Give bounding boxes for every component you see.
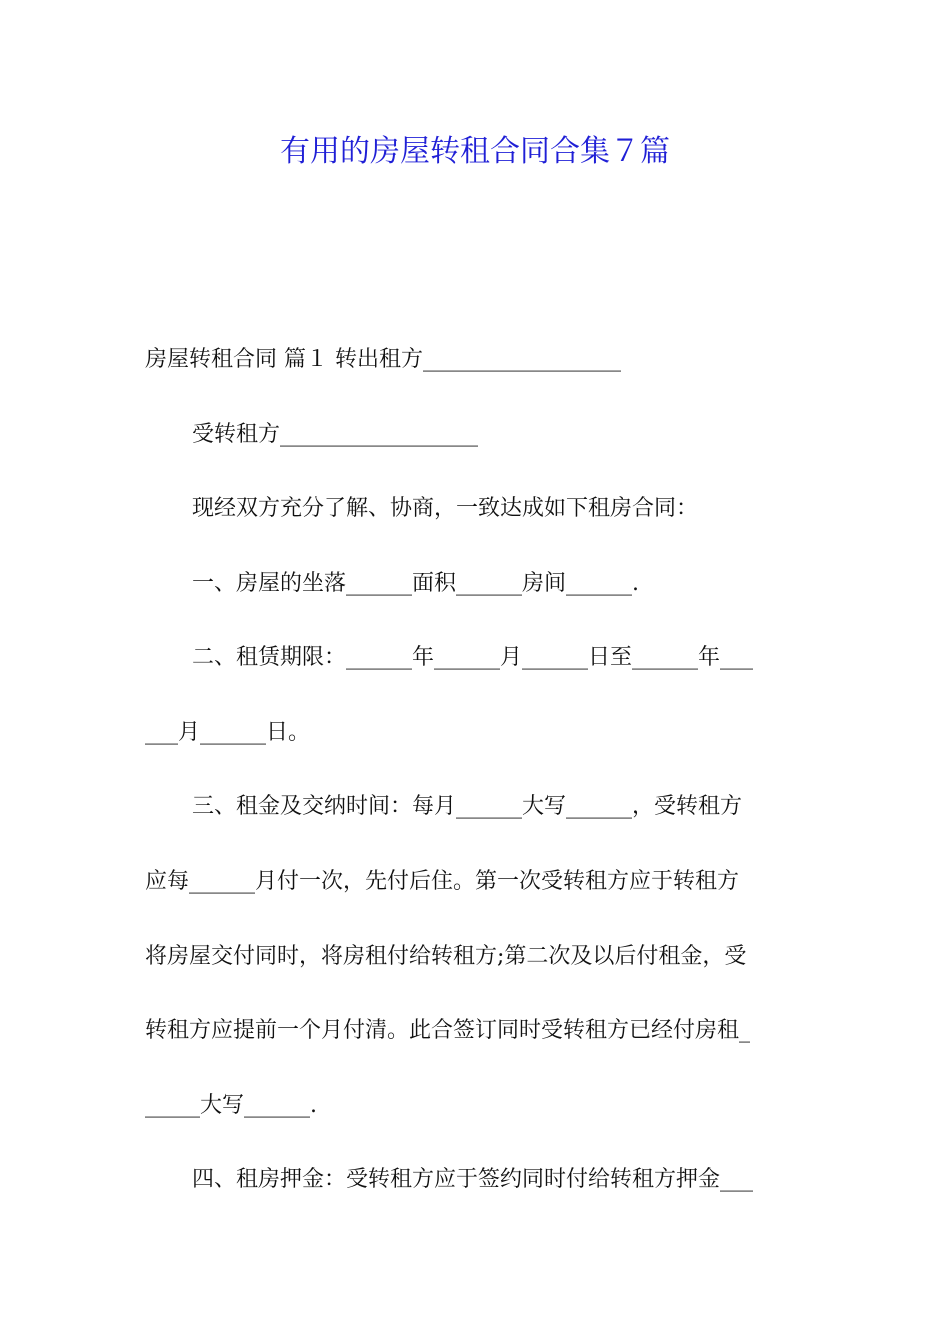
subtenant-line: 受转租方__________________ bbox=[192, 422, 479, 447]
clause-2-term-cont: ___月______日。 bbox=[145, 720, 311, 745]
agreement-intro: 现经双方充分了解、协商，一致达成如下租房合同： bbox=[192, 496, 699, 521]
clause-4-deposit: 四、租房押金：受转租方应于签约同时付给转租方押金___ bbox=[192, 1167, 754, 1192]
contract-heading-line: 房屋转租合同 篇１ 转出租方__________________ bbox=[145, 347, 621, 372]
clause-3-rent-cont-1: 应每______月付一次，先付后住。第一次受转租方应于转租方 bbox=[145, 869, 740, 894]
clause-3-rent-cont-2: 将房屋交付同时，将房租付给转租方;第二次及以后付租金，受 bbox=[145, 944, 747, 969]
clause-1-location: 一、房屋的坐落______面积______房间______. bbox=[192, 571, 639, 596]
document-title: 有用的房屋转租合同合集７篇 bbox=[280, 134, 670, 169]
clause-3-rent: 三、租金及交纳时间：每月______大写______，受转租方 bbox=[192, 794, 743, 819]
clause-3-rent-cont-3: 转租方应提前一个月付清。此合签订同时受转租方已经付房租_ bbox=[145, 1018, 751, 1043]
clause-2-term: 二、租赁期限：______年______月______日至______年___ bbox=[192, 645, 754, 670]
clause-3-rent-cont-4: _____大写______. bbox=[145, 1093, 317, 1118]
